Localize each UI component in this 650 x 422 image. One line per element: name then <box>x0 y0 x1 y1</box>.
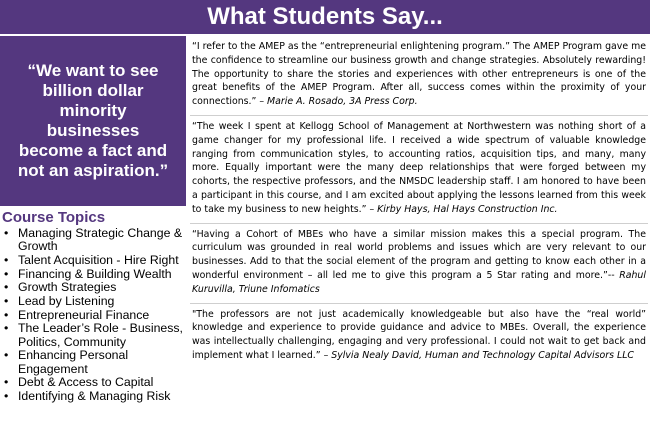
course-topic-item: • Financing & Building Wealth <box>0 268 188 281</box>
testimonial-attribution: – Marie A. Rosado, 3A Press Corp. <box>256 96 418 108</box>
testimonial-attribution: – Kirby Hays, Hal Hays Construction Inc. <box>366 203 558 215</box>
page-title: What Students Say... <box>0 0 650 34</box>
course-topic-item: • Lead by Listening <box>0 295 188 308</box>
course-topic-item: • Talent Acquisition - Hire Right <box>0 254 188 267</box>
testimonial <box>190 36 648 116</box>
testimonial-attribution: Rahul Kuruvilla, Triune Infomatics <box>192 269 646 295</box>
course-topic-item: • Growth Strategies <box>0 281 188 294</box>
course-topics-list <box>0 227 188 404</box>
featured-quote-text: “We want to see billion dollar minority businesses become a fact and not an aspiration.” <box>17 61 169 180</box>
course-topics-title: Course Topics <box>2 209 106 226</box>
testimonial-quote: “The week I spent at Kellogg School of Management at Northwestern was nothing short of a game changer for my professional life. I received a wide spectrum of valuable knowledge ranging from communication styles, to accounting ratios, acquisition tips, and many, many more. Equally important were the many deep relationships that were forged between my cohorts, the respective professors, and the NMSDC leadership staff. I am honored to have been a participant in this course, and I am excited about applying the lessons learned from this week to take my business to new heights.” <box>192 120 646 215</box>
course-topic-item: • The Leader’s Role - Business, Politics, Community <box>0 322 188 348</box>
featured-quote <box>0 36 186 206</box>
course-topic-item: • Managing Strategic Change & Growth <box>0 227 188 253</box>
course-topic-item: • Entrepreneurial Finance <box>0 309 188 322</box>
course-topic-item: • Debt & Access to Capital <box>0 376 188 389</box>
testimonial-quote: “Having a Cohort of MBEs who have a similar mission makes this a special program. The curriculum was grounded in real world problems and issues which are very relevant to our businesses. Add to that the social element of the program and getting to know each other in a wonderful environment – all led me to give this program a 5 Star rating and more.”-- <box>192 228 646 281</box>
testimonial <box>190 224 648 304</box>
testimonial <box>190 116 648 224</box>
testimonial-attribution: – Sylvia Nealy David, Human and Technology Capital Advisors LLC <box>320 349 634 361</box>
course-topic-item: • Enhancing Personal Engagement <box>0 349 188 375</box>
testimonial-quote: “I refer to the AMEP as the “entrepreneurial enlightening program.” The AMEP Program gave me the confidence to streamline our business growth and change strategies. Absolutely rewarding! The opportunity to share the stories and experiences with other entrepreneurs is one of the great benefits of the AMEP Program. After all, success comes within the proximity of your connections.” <box>192 41 646 108</box>
testimonials-column <box>190 36 648 369</box>
testimonial <box>190 304 648 369</box>
course-topic-item: • Identifying & Managing Risk <box>0 390 188 403</box>
testimonial-quote: "The professors are not just academically knowledgeable but also have the “real world” knowledge and experience to provide guidance and advice to MBEs. Overall, the experience was intellectually challenging, engaging and very professional. I could not wait to get back and implement what I learned.” <box>192 308 646 361</box>
